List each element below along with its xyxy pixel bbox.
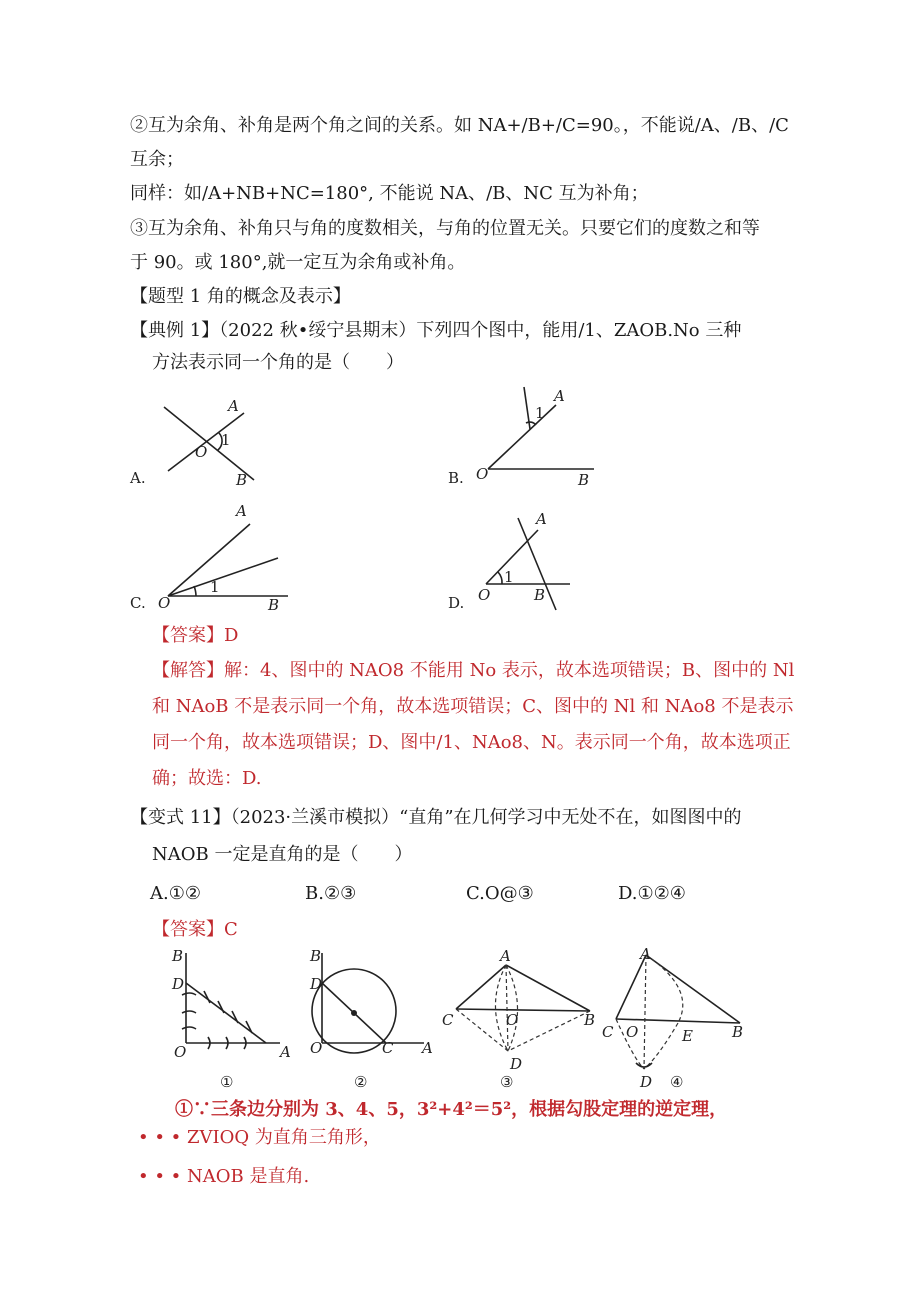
f4-point-C: C [602, 1023, 614, 1041]
variant11-line-2: NAOB 一定是直角的是（ ） [152, 844, 413, 865]
f3-point-A: A [500, 947, 511, 965]
f4-caption: ④ [670, 1073, 684, 1091]
figure-b [446, 385, 606, 490]
section-title: 【题型 1 角的概念及表示】 [130, 286, 351, 307]
fig-c-point-B: B [268, 596, 280, 614]
explain-line-1: ①∵三条边分别为 3、4、5，3²+4²＝5²，根据勾股定理的逆定理， [175, 1099, 728, 1120]
f3-point-C: C [442, 1011, 454, 1029]
solution-line-3: 同一个角，故本选项错误；D、图中/1、NAo8、N。表示同一个角，故本选项正 [152, 732, 791, 753]
f3-point-B: B [584, 1011, 596, 1029]
fig-b-option-label: B. [448, 469, 464, 487]
variant-figure-2 [308, 945, 438, 1095]
f1-point-D: D [172, 975, 185, 993]
solution-line-2: 和 NAoB 不是表示同一个角，故本选项错误；C、图中的 Nl 和 NAo8 不是表示 [152, 696, 794, 717]
fig-b-point-O: O [476, 465, 489, 483]
fig-a-point-A: A [228, 397, 239, 415]
f4-point-A: A [640, 945, 651, 963]
f4-point-B: B [732, 1023, 744, 1041]
f3-point-D: D [510, 1055, 523, 1073]
f2-point-A: A [422, 1039, 433, 1057]
intro-line-4: ③互为余角、补角只与角的度数相关，与角的位置无关。只要它们的度数之和等 [130, 218, 760, 239]
fig-c-point-A: A [236, 502, 247, 520]
fig-a-point-O: O [195, 443, 208, 461]
option-b: B.②③ [305, 883, 357, 904]
example1-answer: 【答案】D [152, 625, 239, 646]
f3-caption: ③ [500, 1073, 514, 1091]
f2-point-C: C [382, 1039, 394, 1057]
fig-a-label-1: 1 [221, 431, 231, 449]
f2-point-O: O [310, 1039, 323, 1057]
fig-d-point-O: O [478, 586, 491, 604]
figure-c [128, 500, 298, 615]
fig-c-option-label: C. [130, 594, 146, 612]
fig-d-label-1: 1 [504, 568, 514, 586]
fig-d-point-B: B [534, 586, 546, 604]
f4-point-E: E [682, 1027, 693, 1045]
fig-c-point-O: O [158, 594, 171, 612]
solution-line-4: 确；故选：D. [152, 768, 262, 789]
intro-line-1: ②互为余角、补角是两个角之间的关系。如 NA+/B+/C=90。，不能说/A、/B、/C [130, 115, 789, 136]
f1-caption: ① [220, 1073, 234, 1091]
fig-d-option-label: D. [448, 594, 465, 612]
f1-point-O: O [174, 1043, 187, 1061]
f2-point-B: B [310, 947, 322, 965]
fig-b-point-A: A [554, 387, 565, 405]
f4-point-D: D [640, 1073, 653, 1091]
fig-c-label-1: 1 [210, 578, 220, 596]
variant11-answer: 【答案】C [152, 919, 238, 940]
fig-d-point-A: A [536, 510, 547, 528]
f3-point-O: O [506, 1011, 519, 1029]
f1-point-B: B [172, 947, 184, 965]
variant11-line-1: 【变式 11】（2023·兰溪市模拟）“直角”在几何学习中无处不在，如图图中的 [130, 807, 742, 828]
explain-line-3: • • • NAOB 是直角. [138, 1166, 310, 1187]
intro-line-5: 于 90。或 180°,就一定互为余角或补角。 [130, 252, 466, 273]
f4-point-O: O [626, 1023, 639, 1041]
solution-line-1: 【解答】解：4、图中的 NAO8 不能用 No 表示，故本选项错误；B、图中的 Nl [152, 660, 795, 681]
variant-figure-1 [170, 945, 300, 1095]
option-d: D.①②④ [618, 883, 686, 904]
f2-point-D: D [310, 975, 323, 993]
example1-line-2: 方法表示同一个角的是（ ） [152, 352, 404, 373]
figure-d [446, 508, 606, 618]
option-a: A.①② [150, 883, 201, 904]
fig-a-option-label: A. [130, 469, 146, 487]
figure-a [128, 395, 288, 490]
example1-line-1: 【典例 1】（2022 秋•绥宁县期末）下列四个图中，能用/1、ZAOB.No 三种 [130, 320, 742, 341]
option-c: C.O@③ [466, 883, 534, 904]
fig-a-point-B: B [236, 471, 248, 489]
variant-figure-3 [440, 945, 610, 1095]
intro-line-2: 互余； [130, 149, 184, 170]
f1-point-A: A [280, 1043, 291, 1061]
explain-line-2: • • • ZVIOQ 为直角三角形， [138, 1127, 381, 1148]
variant-figure-4 [600, 945, 760, 1095]
f2-caption: ② [354, 1073, 368, 1091]
fig-b-point-B: B [578, 471, 590, 489]
fig-b-label-1: 1 [535, 404, 545, 422]
intro-line-3: 同样：如/A+NB+NC=180°, 不能说 NA、/B、NC 互为补角； [130, 183, 649, 204]
